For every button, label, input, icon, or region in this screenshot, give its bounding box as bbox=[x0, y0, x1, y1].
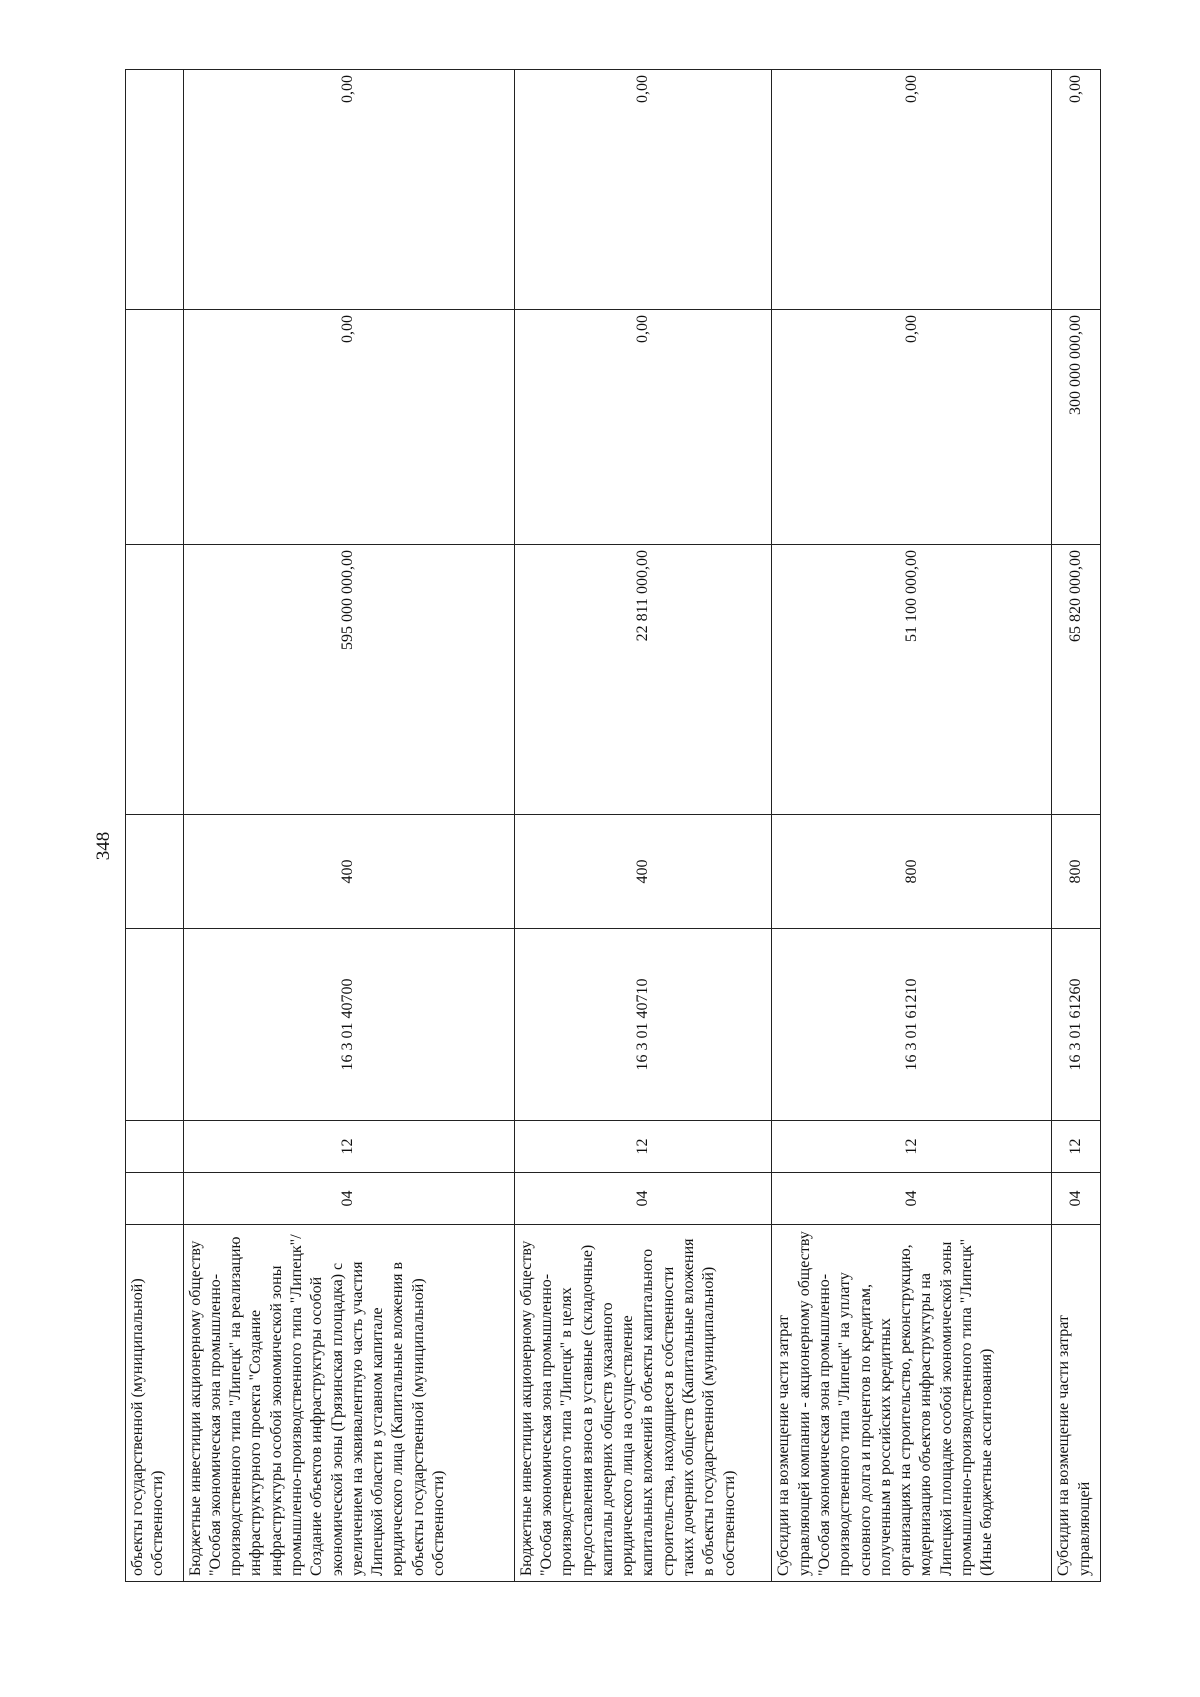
row-subsection: 12 bbox=[183, 1121, 514, 1173]
table-row bbox=[514, 70, 772, 1582]
table-row bbox=[772, 70, 1052, 1582]
table-row bbox=[183, 70, 514, 1582]
row-target-article bbox=[126, 929, 184, 1121]
row-description: Бюджетные инвестиции акционерному обществу "Особая экономическая зона промышленно-производственного типа "Липецк" на реализацию инфраструктурного проекта "Создание инфраструктуры особой экономической зоны промышленно-производственного типа "Липецк"/Создание объектов инфраструктуры особой экономической зоны (Грязинская площадка) с увеличением на эквивалентную часть участия Липецкой области в уставном капитале юридического лица (Капитальные вложения в объекты государственной (муниципальной) собственности) bbox=[183, 1225, 514, 1582]
row-amount-2: 0,00 bbox=[514, 310, 772, 545]
row-amount-1: 65 820 000,00 bbox=[1052, 545, 1101, 815]
row-subsection: 12 bbox=[514, 1121, 772, 1173]
row-amount-1 bbox=[126, 545, 184, 815]
row-expense-type: 800 bbox=[772, 815, 1052, 929]
row-amount-3: 0,00 bbox=[1052, 70, 1101, 310]
row-target-article: 16 3 01 61260 bbox=[1052, 929, 1101, 1121]
row-amount-3: 0,00 bbox=[183, 70, 514, 310]
row-amount-3: 0,00 bbox=[772, 70, 1052, 310]
row-amount-1: 595 000 000,00 bbox=[183, 545, 514, 815]
table-row bbox=[126, 70, 184, 1582]
row-subsection: 12 bbox=[1052, 1121, 1101, 1173]
row-section bbox=[126, 1173, 184, 1225]
row-description: Бюджетные инвестиции акционерному обществу "Особая экономическая зона промышленно-производственного типа "Липецк" в целях предоставления взноса в уставные (складочные) капиталы дочерних обществ указанного юридического лица на осуществление капитальных вложений в объекты капитального строительства, находящиеся в собственности таких дочерних обществ (Капитальные вложения в объекты государственной (муниципальной) собственности) bbox=[514, 1225, 772, 1582]
row-expense-type: 400 bbox=[183, 815, 514, 929]
row-amount-1: 51 100 000,00 bbox=[772, 545, 1052, 815]
row-amount-3: 0,00 bbox=[514, 70, 772, 310]
row-expense-type bbox=[126, 815, 184, 929]
row-section: 04 bbox=[772, 1173, 1052, 1225]
row-subsection bbox=[126, 1121, 184, 1173]
row-target-article: 16 3 01 40710 bbox=[514, 929, 772, 1121]
table-row bbox=[1052, 70, 1101, 1582]
row-section: 04 bbox=[183, 1173, 514, 1225]
row-description: Субсидии на возмещение части затрат управляющей bbox=[1052, 1225, 1101, 1582]
row-expense-type: 400 bbox=[514, 815, 772, 929]
budget-table bbox=[125, 69, 1101, 1582]
row-amount-2 bbox=[126, 310, 184, 545]
row-expense-type: 800 bbox=[1052, 815, 1101, 929]
row-amount-3 bbox=[126, 70, 184, 310]
row-section: 04 bbox=[1052, 1173, 1101, 1225]
row-description: объекты государственной (муниципальной) собственности) bbox=[126, 1225, 184, 1582]
row-description: Субсидии на возмещение части затрат управляющей компании - акционерному обществу "Особая экономическая зона промышленно-производственного типа "Липецк" на уплату основного долга и процентов по кредитам, полученным в российских кредитных организациях на строительство, реконструкцию, модернизацию объектов инфраструктуры на Липецкой площадке особой экономической зоны промышленно-производственного типа "Липецк" (Иные бюджетные ассигнования) bbox=[772, 1225, 1052, 1582]
row-amount-2: 0,00 bbox=[183, 310, 514, 545]
row-section: 04 bbox=[514, 1173, 772, 1225]
row-subsection: 12 bbox=[772, 1121, 1052, 1173]
row-amount-2: 300 000 000,00 bbox=[1052, 310, 1101, 545]
row-amount-2: 0,00 bbox=[772, 310, 1052, 545]
budget-table-rotated bbox=[125, 70, 1101, 1582]
row-target-article: 16 3 01 40700 bbox=[183, 929, 514, 1121]
page-number: 348 bbox=[93, 831, 114, 861]
row-target-article: 16 3 01 61210 bbox=[772, 929, 1052, 1121]
row-amount-1: 22 811 000,00 bbox=[514, 545, 772, 815]
